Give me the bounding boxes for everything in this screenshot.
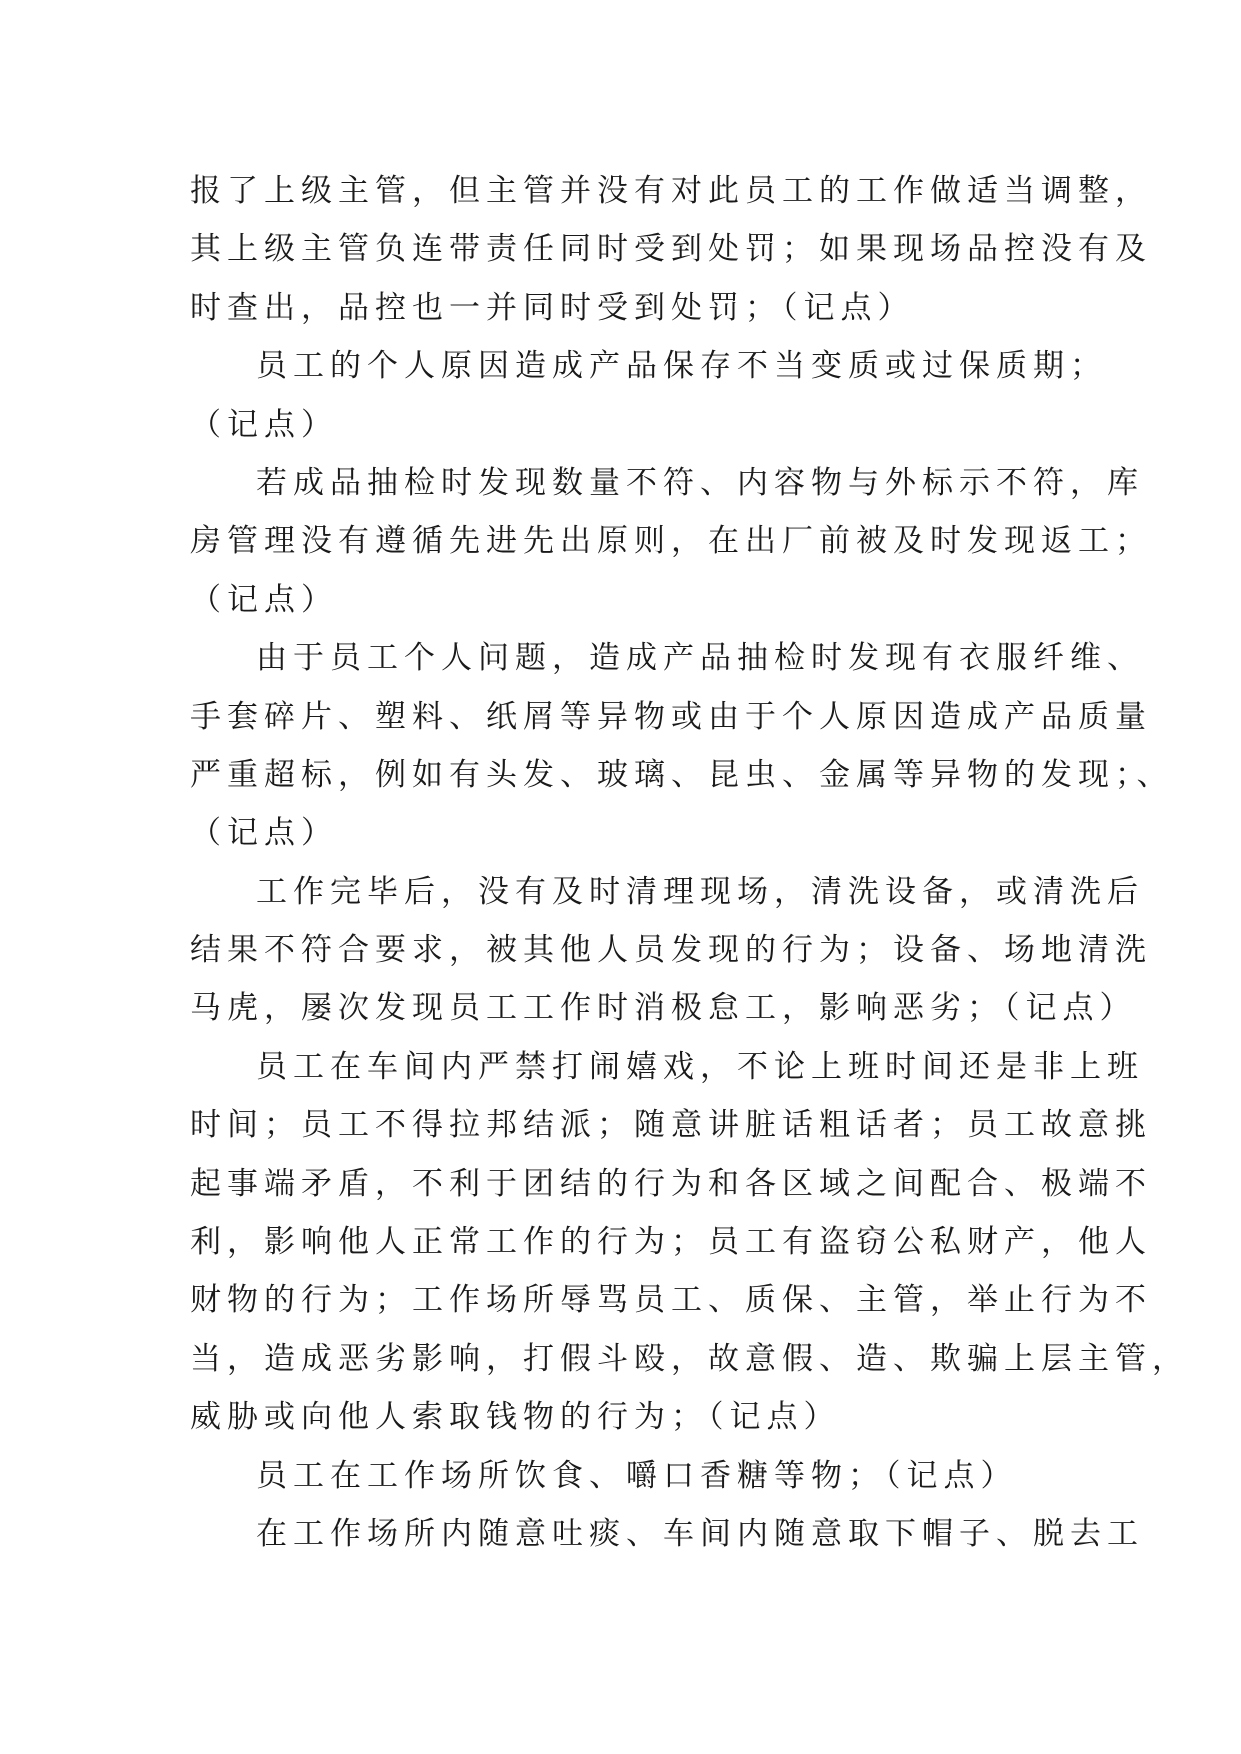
text-line: （记点） [190, 581, 338, 618]
text-line: 起事端矛盾，不利于团结的行为和各区域之间配合、极端不 [190, 1165, 1152, 1202]
text-line: 手套碎片、塑料、纸屑等异物或由于个人原因造成产品质量 [190, 698, 1152, 735]
text-line: （记点） [190, 406, 338, 443]
text-line: 结果不符合要求，被其他人员发现的行为；设备、场地清洗 [190, 932, 1152, 969]
text-line: 时间；员工不得拉邦结派；随意讲脏话粗话者；员工故意挑 [190, 1107, 1152, 1144]
text-line: 其上级主管负连带责任同时受到处罚；如果现场品控没有及 [190, 231, 1152, 268]
text-line: 马虎，屡次发现员工工作时消极怠工，影响恶劣；（记点） [190, 990, 1137, 1027]
text-line: 在工作场所内随意吐痰、车间内随意取下帽子、脱去工 [256, 1515, 1144, 1552]
text-line: 威胁或向他人索取钱物的行为；（记点） [190, 1399, 841, 1436]
text-line: 工作完毕后，没有及时清理现场，清洗设备，或清洗后 [256, 873, 1144, 910]
text-line: 员工在车间内严禁打闹嬉戏，不论上班时间还是非上班 [256, 1048, 1144, 1085]
text-line: 若成品抽检时发现数量不符、内容物与外标示不符，库 [256, 464, 1144, 501]
text-line: 员工的个人原因造成产品保存不当变质或过保质期； [256, 348, 1107, 385]
text-line: 由于员工个人问题，造成产品抽检时发现有衣服纤维、 [256, 640, 1144, 677]
text-line: 报了上级主管，但主管并没有对此员工的工作做适当调整， [190, 173, 1152, 209]
text-line: 财物的行为；工作场所辱骂员工、质保、主管，举止行为不 [190, 1282, 1152, 1319]
text-line: 当，造成恶劣影响，打假斗殴，故意假、造、欺骗上层主管， [190, 1340, 1189, 1377]
text-line: 严重超标，例如有头发、玻璃、昆虫、金属等异物的发现；、 [190, 756, 1174, 793]
text-line: （记点） [190, 815, 338, 852]
text-line: 利，影响他人正常工作的行为；员工有盗窃公私财产，他人 [190, 1224, 1152, 1261]
text-line: 时查出，品控也一并同时受到处罚；（记点） [190, 289, 915, 326]
text-line: 房管理没有遵循先进先出原则，在出厂前被及时发现返工； [190, 523, 1152, 560]
document-body [190, 162, 1189, 1563]
text-line: 员工在工作场所饮食、嚼口香糖等物；（记点） [256, 1457, 1018, 1494]
